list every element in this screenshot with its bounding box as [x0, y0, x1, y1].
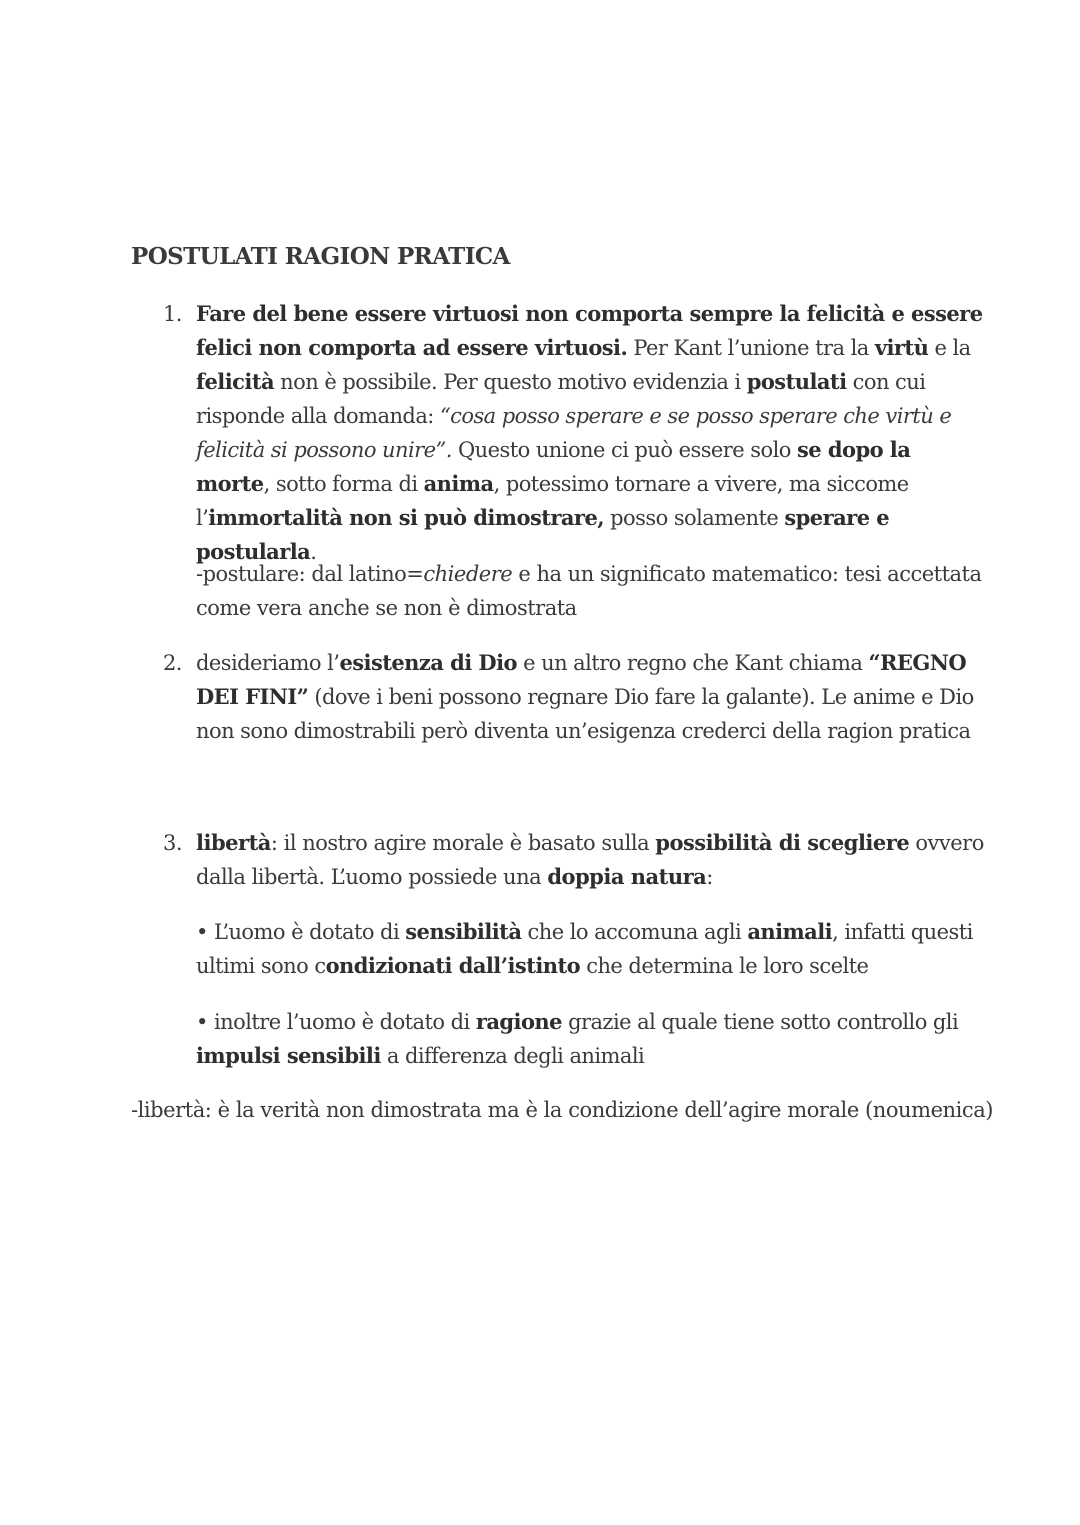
bold-text: felicità — [196, 369, 275, 394]
bold-text: se dopo la morte — [196, 437, 911, 496]
list-item-2 — [163, 646, 986, 748]
text: : — [706, 865, 713, 889]
bold-text: anima — [423, 471, 494, 496]
text: , potessimo tornare a vivere, ma siccome l’ — [196, 472, 909, 530]
definition-note — [196, 557, 986, 625]
bold-text: postulati — [746, 369, 847, 394]
text: . — [310, 540, 317, 564]
list-number: 2. — [163, 651, 182, 675]
bold-text: libertà — [196, 830, 271, 855]
list-number: 1. — [163, 302, 182, 326]
text: posso solamente — [604, 506, 785, 530]
paragraph — [196, 646, 986, 748]
text: grazie al quale tiene sotto controllo gli — [561, 1010, 959, 1034]
text: • inoltre l’uomo è dotato di — [196, 1010, 476, 1034]
text: desideriamo l’ — [196, 651, 340, 675]
bold-text: sperare e postularla — [196, 505, 890, 564]
text: e la — [928, 336, 971, 360]
bold-text: esistenza di Dio — [339, 650, 517, 675]
text: e un altro regno che Kant chiama — [516, 651, 869, 675]
text: con cui risponde alla domanda: — [196, 370, 926, 428]
text: ovvero dalla libertà. L’uomo possiede una — [196, 831, 984, 889]
text: non è possibile. Per questo motivo evidenzia i — [274, 370, 747, 394]
text: -postulare: dal latino= — [196, 562, 424, 586]
text: che determina le loro scelte — [580, 954, 869, 978]
text: , infatti questi ultimi sono c — [196, 920, 973, 978]
text: che lo accomuna agli — [521, 920, 748, 944]
italic-text: chiedere — [423, 562, 513, 586]
paragraph — [196, 915, 986, 983]
text: • L’uomo è dotato di — [196, 920, 406, 944]
bold-text: doppia natura — [547, 864, 707, 889]
text: : il nostro agire morale è basato sulla — [270, 831, 656, 855]
italic-quote: “cosa posso sperare e se posso sperare che virtù e felicità si possono unire”. — [196, 404, 952, 462]
footer-note: -libertà: è la verità non dimostrata ma è la condizione dell’agire morale (noumenica) — [131, 1098, 994, 1122]
bold-text: ragione — [475, 1009, 562, 1034]
page-title: POSTULATI RAGION PRATICA — [131, 243, 510, 270]
bold-intro: Fare del bene essere virtuosi non comporta sempre la felicità e essere felici non comporta ad essere virtuosi. — [196, 301, 983, 360]
list-item-1 — [163, 297, 986, 569]
text: e ha un significato matematico: tesi accettata come vera anche se non è dimostrata — [196, 562, 982, 620]
text: Per Kant l’unione tra la — [627, 336, 875, 360]
bold-text: possibilità di scegliere — [655, 830, 910, 855]
bold-text: virtù — [874, 335, 929, 360]
bold-text: animali — [747, 919, 833, 944]
bullet-item-1 — [196, 915, 986, 983]
bold-text: ondizionati dall’istinto — [325, 953, 581, 978]
text: , sotto forma di — [263, 472, 424, 496]
bullet-item-2 — [196, 1005, 986, 1073]
text: (dove i beni possono regnare Dio fare la galante). Le anime e Dio non sono dimostrabili però diventa un’esigenza crederci della ragion pratica — [196, 685, 974, 743]
bold-text: immortalità non si può dimostrare, — [208, 505, 605, 530]
paragraph — [196, 557, 986, 625]
text: Questo unione ci può essere solo — [451, 438, 798, 462]
paragraph — [196, 826, 986, 894]
bold-text: impulsi sensibili — [196, 1043, 381, 1068]
list-number: 3. — [163, 831, 183, 855]
bold-text: “REGNO DEI FINI” — [196, 650, 967, 709]
paragraph — [196, 297, 986, 569]
paragraph — [196, 1005, 986, 1073]
list-item-3 — [163, 826, 986, 894]
bold-text: sensibilità — [405, 919, 522, 944]
text: a differenza degli animali — [380, 1044, 645, 1068]
